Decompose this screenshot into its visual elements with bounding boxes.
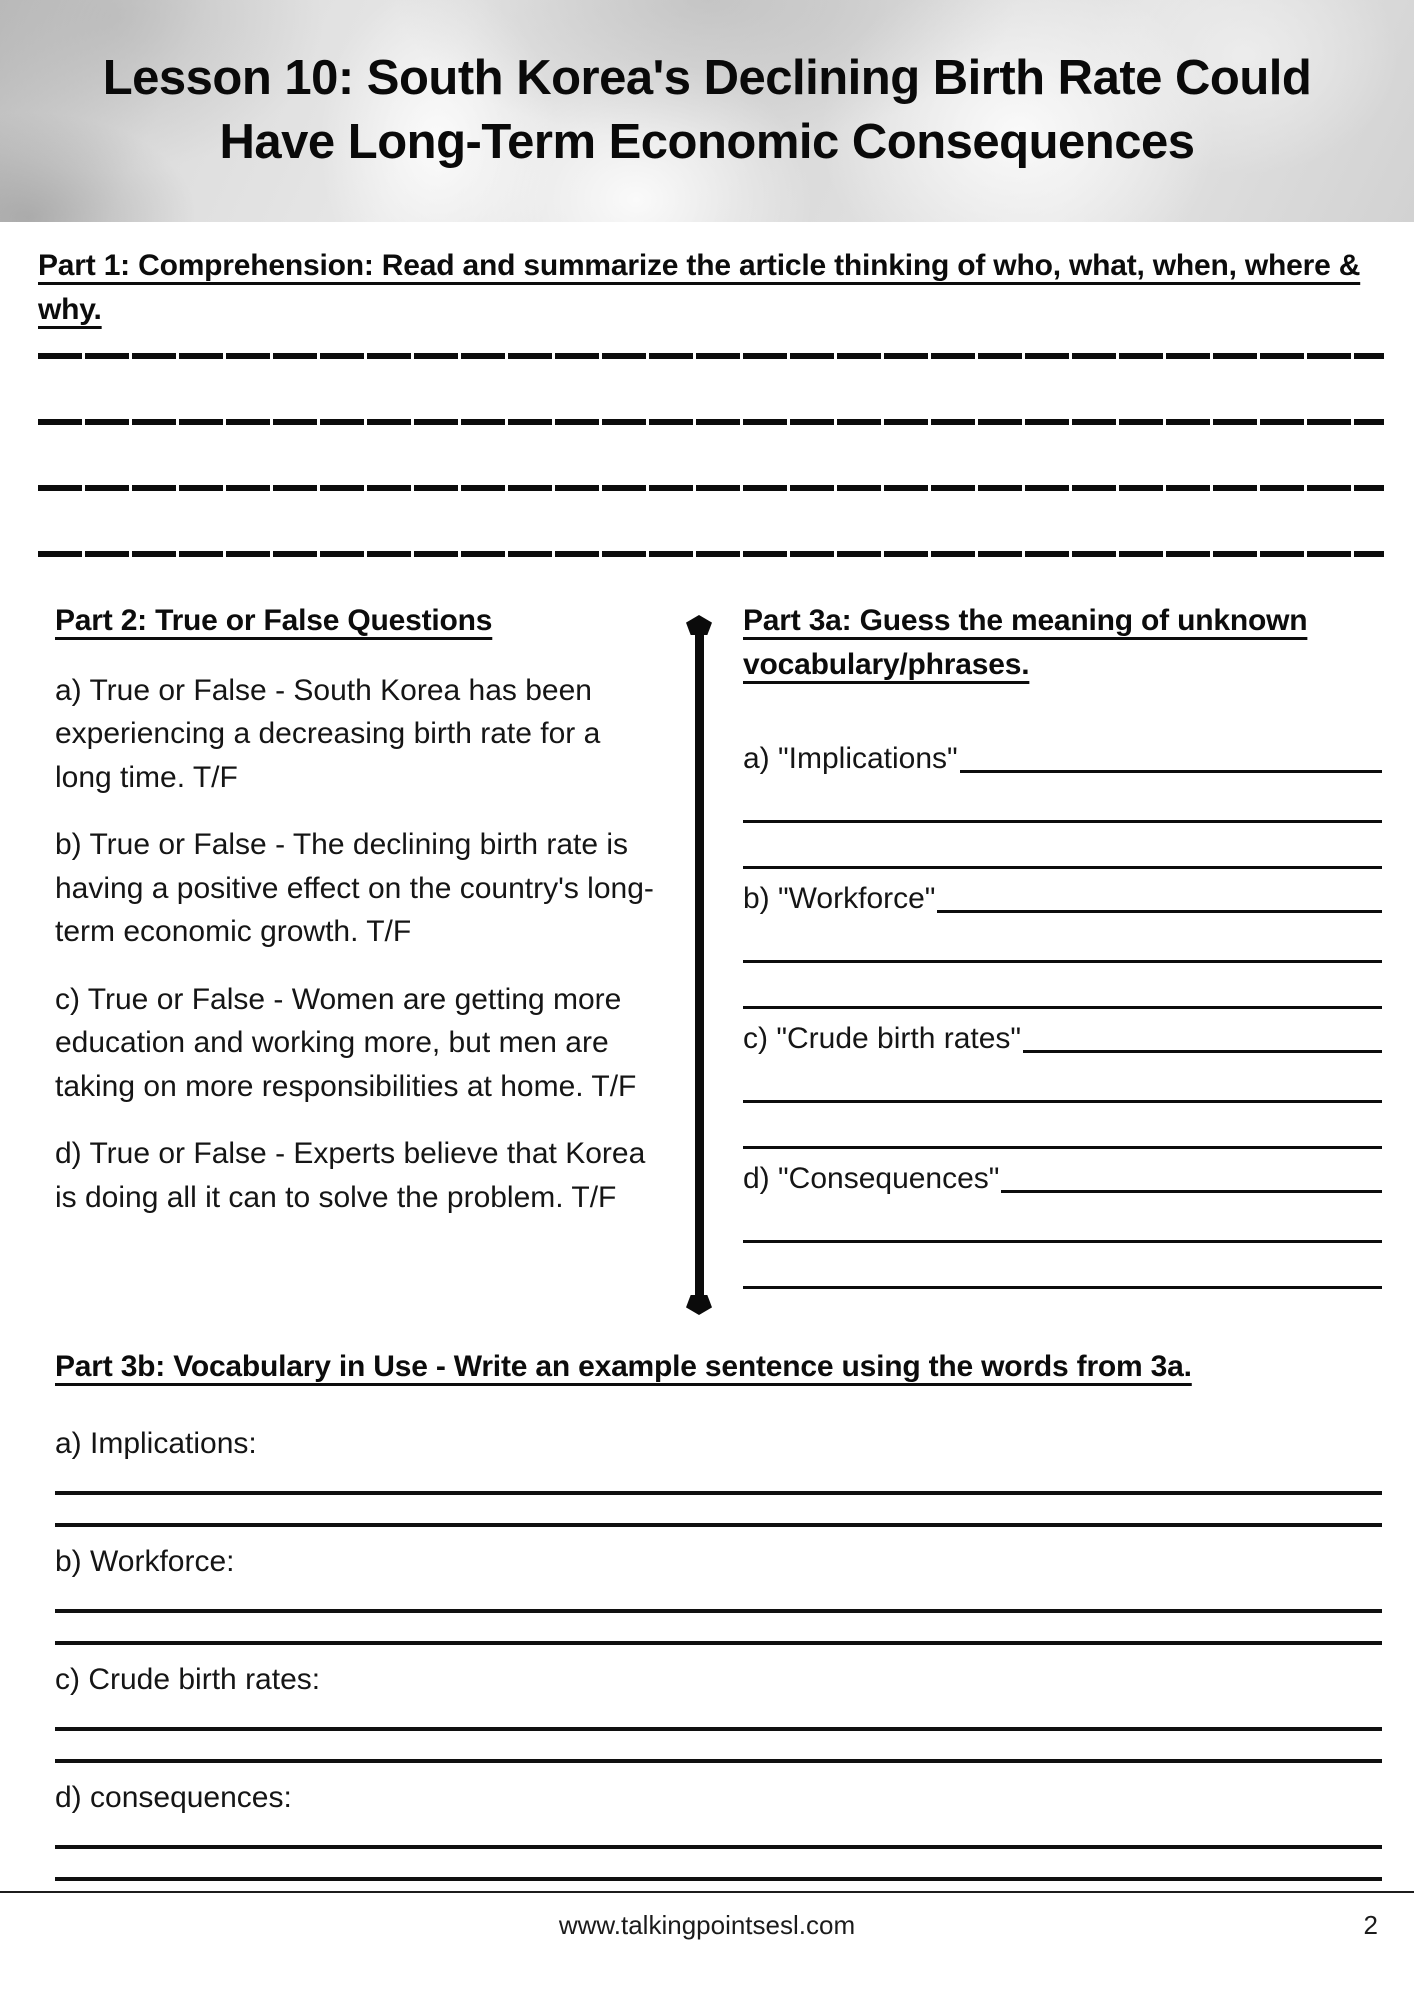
divider-bar <box>695 635 704 1295</box>
sentence-item-workforce <box>55 1541 1382 1645</box>
part3b-heading: Part 3b: Vocabulary in Use - Write an example sentence using the words from 3a. <box>55 1350 1192 1383</box>
writing-line <box>38 359 1384 425</box>
vocab-term: a) "Implications" <box>743 742 958 775</box>
sentence-item-crude-birth-rates <box>55 1659 1382 1763</box>
sentence-label: d) consequences: <box>55 1780 292 1814</box>
tf-question-d: d) True or False - Experts believe that Korea is doing all it can to solve the problem. T/F <box>55 1137 646 1214</box>
vocab-term-row <box>743 881 1382 917</box>
writing-line <box>743 1103 1382 1149</box>
tf-question-b: b) True or False - The declining birth rate is having a positive effect on the country's long-term economic growth. T/F <box>55 828 654 948</box>
vocab-term-row <box>743 1161 1382 1197</box>
writing-line <box>38 425 1384 491</box>
writing-line <box>743 917 1382 963</box>
lesson-title-line1: Lesson 10: South Korea's Declining Birth Rate Could <box>102 51 1312 106</box>
vocab-term: b) "Workforce" <box>743 882 936 915</box>
vocab-term-row <box>743 1021 1382 1057</box>
writing-line <box>55 1613 1382 1645</box>
sentence-item-implications <box>55 1423 1382 1527</box>
lesson-title <box>73 47 1342 174</box>
two-column-section <box>55 599 1382 1315</box>
writing-line <box>743 823 1382 869</box>
part2-heading: Part 2: True or False Questions <box>55 604 493 637</box>
part3b-section <box>55 1345 1382 1881</box>
vocab-item-consequences <box>743 1161 1382 1289</box>
vocab-term: c) "Crude birth rates" <box>743 1022 1022 1055</box>
column-divider <box>655 615 743 1315</box>
writing-line <box>55 1731 1382 1763</box>
vocab-term: d) "Consequences" <box>743 1162 1000 1195</box>
sentence-item-consequences <box>55 1777 1382 1881</box>
part2-section <box>55 599 655 1315</box>
sentence-label: a) Implications: <box>55 1426 257 1460</box>
website-url: www.talkingpointsesl.com <box>558 1909 856 1940</box>
writing-line <box>743 1243 1382 1289</box>
page-footer <box>0 1891 1414 1943</box>
answer-blank <box>960 741 1382 773</box>
part3a-section <box>743 599 1382 1315</box>
footer-divider <box>0 1891 1414 1893</box>
sentence-label: b) Workforce: <box>55 1544 235 1578</box>
writing-line <box>743 963 1382 1009</box>
vocab-item-crude-birth-rates <box>743 1021 1382 1149</box>
writing-line <box>55 1819 1382 1849</box>
writing-line <box>38 331 1384 359</box>
answer-blank <box>1001 1161 1382 1193</box>
writing-line <box>743 777 1382 823</box>
divider-bottom-arrow-icon <box>686 1295 712 1315</box>
lesson-title-line2: Have Long-Term Economic Consequences <box>219 115 1195 169</box>
writing-line <box>55 1495 1382 1527</box>
writing-line <box>55 1701 1382 1731</box>
writing-line <box>38 491 1384 557</box>
sentence-label: c) Crude birth rates: <box>55 1662 321 1696</box>
writing-line <box>55 1465 1382 1495</box>
divider-top-arrow-icon <box>686 615 712 635</box>
writing-line <box>55 1583 1382 1613</box>
answer-blank <box>1023 1021 1382 1053</box>
part3a-heading: Part 3a: Guess the meaning of unknown vocabulary/phrases. <box>743 604 1308 681</box>
writing-line <box>743 1057 1382 1103</box>
page-number: 2 <box>1363 1909 1378 1940</box>
vocab-item-implications <box>743 741 1382 869</box>
vocab-term-row <box>743 741 1382 777</box>
writing-line <box>743 1197 1382 1243</box>
vocab-item-workforce <box>743 881 1382 1009</box>
tf-question-c: c) True or False - Women are getting more education and working more, but men are taking on more responsibilities at home. T/F <box>55 982 637 1103</box>
tf-question-a: a) True or False - South Korea has been experiencing a decreasing birth rate for a long time. T/F <box>55 673 601 794</box>
part1-section <box>38 244 1384 557</box>
answer-blank <box>937 881 1382 913</box>
writing-line <box>55 1849 1382 1881</box>
part1-heading: Part 1: Comprehension: Read and summarize the article thinking of who, what, when, where & why. <box>38 249 1361 326</box>
header-photo <box>0 0 1414 222</box>
